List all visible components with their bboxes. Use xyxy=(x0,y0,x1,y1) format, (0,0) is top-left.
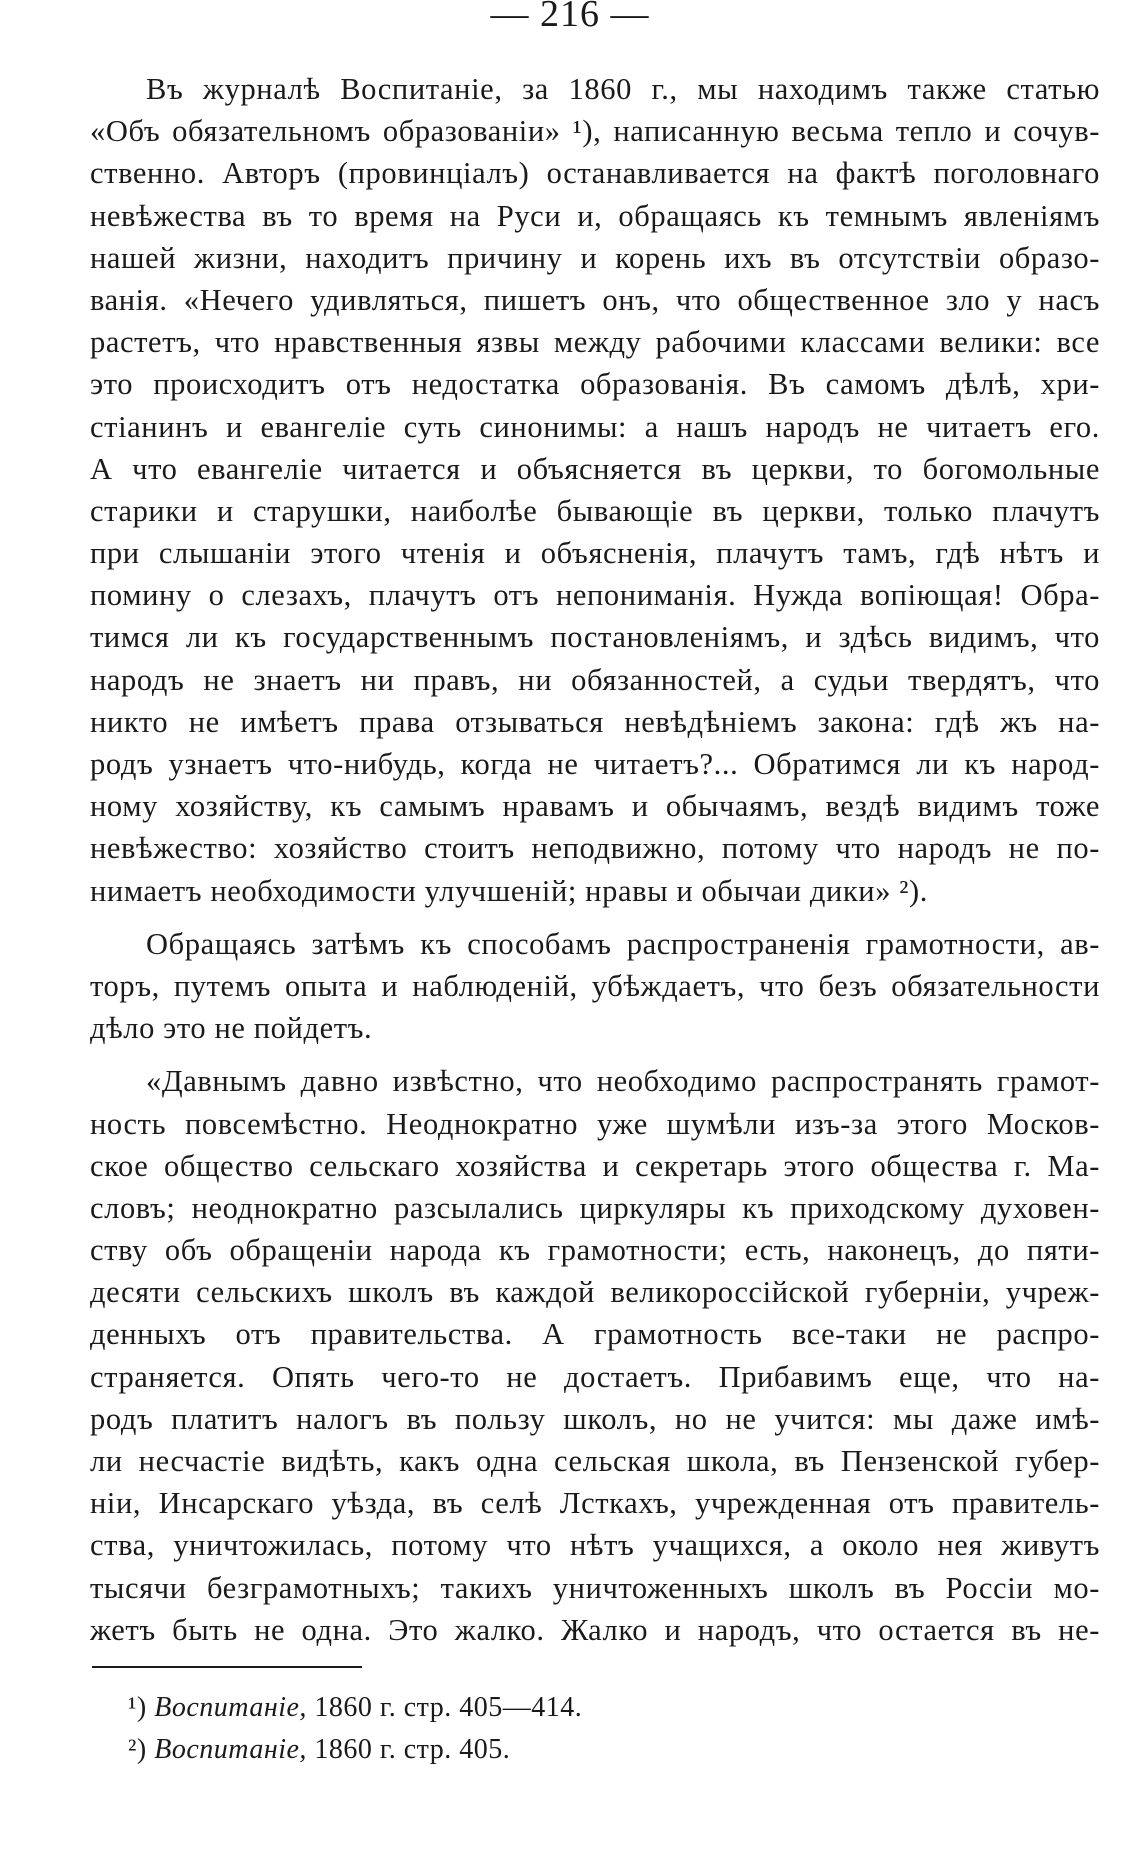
text-line: словъ; неоднократно разсылались циркуляры къ приходскому духовен- xyxy=(90,1190,1100,1225)
paragraph xyxy=(90,1060,1100,1651)
page-number: — 216 — xyxy=(490,0,650,35)
footnote xyxy=(128,1729,828,1771)
text-line: «Давнымъ давно извѣстно, что необходимо распространять грамот- xyxy=(146,1064,1100,1099)
text-line: нимаетъ необходимости улучшеній; нравы и обычаи дики» ²). xyxy=(90,873,929,908)
text-line: торъ, путемъ опыта и наблюденій, убѣждаетъ, что безъ обязательности xyxy=(90,968,1100,1003)
text-line: никто не имѣетъ права отзываться невѣдѣніемъ закона: гдѣ жъ на- xyxy=(90,704,1100,739)
text-line: десяти сельскихъ школъ въ каждой великороссійской губерніи, учреж- xyxy=(90,1275,1100,1310)
text-line: ніи, Инсарскаго уѣзда, въ селѣ Лсткахъ, учрежденная отъ правитель- xyxy=(90,1486,1100,1521)
footnotes xyxy=(128,1687,828,1771)
footnote-source-title: Воспитаніе, xyxy=(154,1692,307,1723)
text-line: ному хозяйству, къ самымъ нравамъ и обычаямъ, вездѣ видимъ тоже xyxy=(90,789,1100,824)
text-line: ству объ обращеніи народа къ грамотности; есть, наконецъ, до пяти- xyxy=(90,1233,1100,1268)
text-line: это происходитъ отъ недостатка образованія. Въ самомъ дѣлѣ, хри- xyxy=(90,367,1100,402)
text-line: ское общество сельскаго хозяйства и секретарь этого общества г. Ма- xyxy=(90,1148,1100,1183)
text-line: при слышаніи этого чтенія и объясненія, плачутъ тамъ, гдѣ нѣтъ и xyxy=(90,536,1100,571)
text-line: тысячи безграмотныхъ; такихъ уничтоженныхъ школъ въ Россіи мо- xyxy=(90,1570,1100,1605)
text-line: страняется. Опять чего-то не достаетъ. Прибавимъ еще, что на- xyxy=(90,1359,1100,1394)
text-line: ства, уничтожилась, потому что нѣтъ учащихся, а около нея живутъ xyxy=(90,1528,1100,1563)
text-line: невѣжества въ то время на Руси и, обращаясь къ темнымъ явленіямъ xyxy=(90,198,1100,233)
text-line: жетъ быть не одна. Это жалко. Жалко и народъ, что остается въ не- xyxy=(90,1612,1100,1647)
paragraph xyxy=(90,923,1100,1050)
text-line: невѣжество: хозяйство стоитъ неподвижно, потому что народъ не по- xyxy=(90,831,1100,866)
text-line: денныхъ отъ правительства. А грамотность все-таки не распро- xyxy=(90,1317,1100,1352)
text-line: стіанинъ и евангеліе суть синонимы: а нашъ народъ не читаетъ его. xyxy=(90,409,1100,444)
text-line: Обращаясь затѣмъ къ способамъ распространенія грамотности, ав- xyxy=(146,926,1100,961)
text-line: ли несчастіе видѣть, какъ одна сельская школа, въ Пензенской губер- xyxy=(90,1444,1100,1478)
text-line: народъ не знаетъ ни правъ, ни обязанностей, а судьи твердятъ, что xyxy=(90,662,1100,697)
text-line: ванія. «Нечего удивляться, пишетъ онъ, что общественное зло у насъ xyxy=(90,282,1100,317)
footnote xyxy=(128,1687,828,1729)
text-line: Въ журналѣ Воспитаніе, за 1860 г., мы находимъ также статью xyxy=(146,72,1100,106)
text-line: «Объ обязательномъ образованіи» ¹), написанную весьма тепло и сочув- xyxy=(90,114,1100,149)
text-line: родъ платитъ налогъ въ пользу школъ, но не учится: мы даже имѣ- xyxy=(90,1401,1100,1436)
text-line: помину о слезахъ, плачутъ отъ непониманія. Нужда вопіющая! Обра- xyxy=(90,578,1100,613)
text-line: старики и старушки, наиболѣе бывающіе въ церкви, только плачутъ xyxy=(90,493,1100,528)
footnote-divider xyxy=(92,1666,362,1668)
text-line: родъ узнаетъ что-нибудь, когда не читаетъ?... Обратимся ли къ народ- xyxy=(90,747,1100,781)
text-line: ность повсемѣстно. Неоднократно уже шумѣли изъ-за этого Москов- xyxy=(90,1106,1100,1141)
footnote-mark: ²) xyxy=(128,1734,147,1765)
footnote-source-title: Воспитаніе, xyxy=(154,1734,307,1765)
text-line: растетъ, что нравственныя язвы между рабочими классами велики: все xyxy=(90,325,1100,360)
text-line: нашей жизни, находитъ причину и корень ихъ въ отсутствіи образо- xyxy=(90,240,1100,275)
text-line: ственно. Авторъ (провинціалъ) останавливается на фактѣ поголовнаго xyxy=(90,156,1100,191)
text-line: А что евангеліе читается и объясняется въ церкви, то богомольные xyxy=(90,451,1100,486)
footnote-reference: 1860 г. стр. 405. xyxy=(306,1734,511,1765)
main-text xyxy=(90,68,1100,1651)
paragraph xyxy=(90,68,1100,912)
text-line: тимся ли къ государственнымъ постановленіямъ, и здѣсь видимъ, что xyxy=(90,620,1100,655)
footnote-mark: ¹) xyxy=(128,1692,147,1723)
text-line: дѣло это не пойдетъ. xyxy=(90,1011,373,1046)
footnote-reference: 1860 г. стр. 405—414. xyxy=(306,1692,583,1723)
